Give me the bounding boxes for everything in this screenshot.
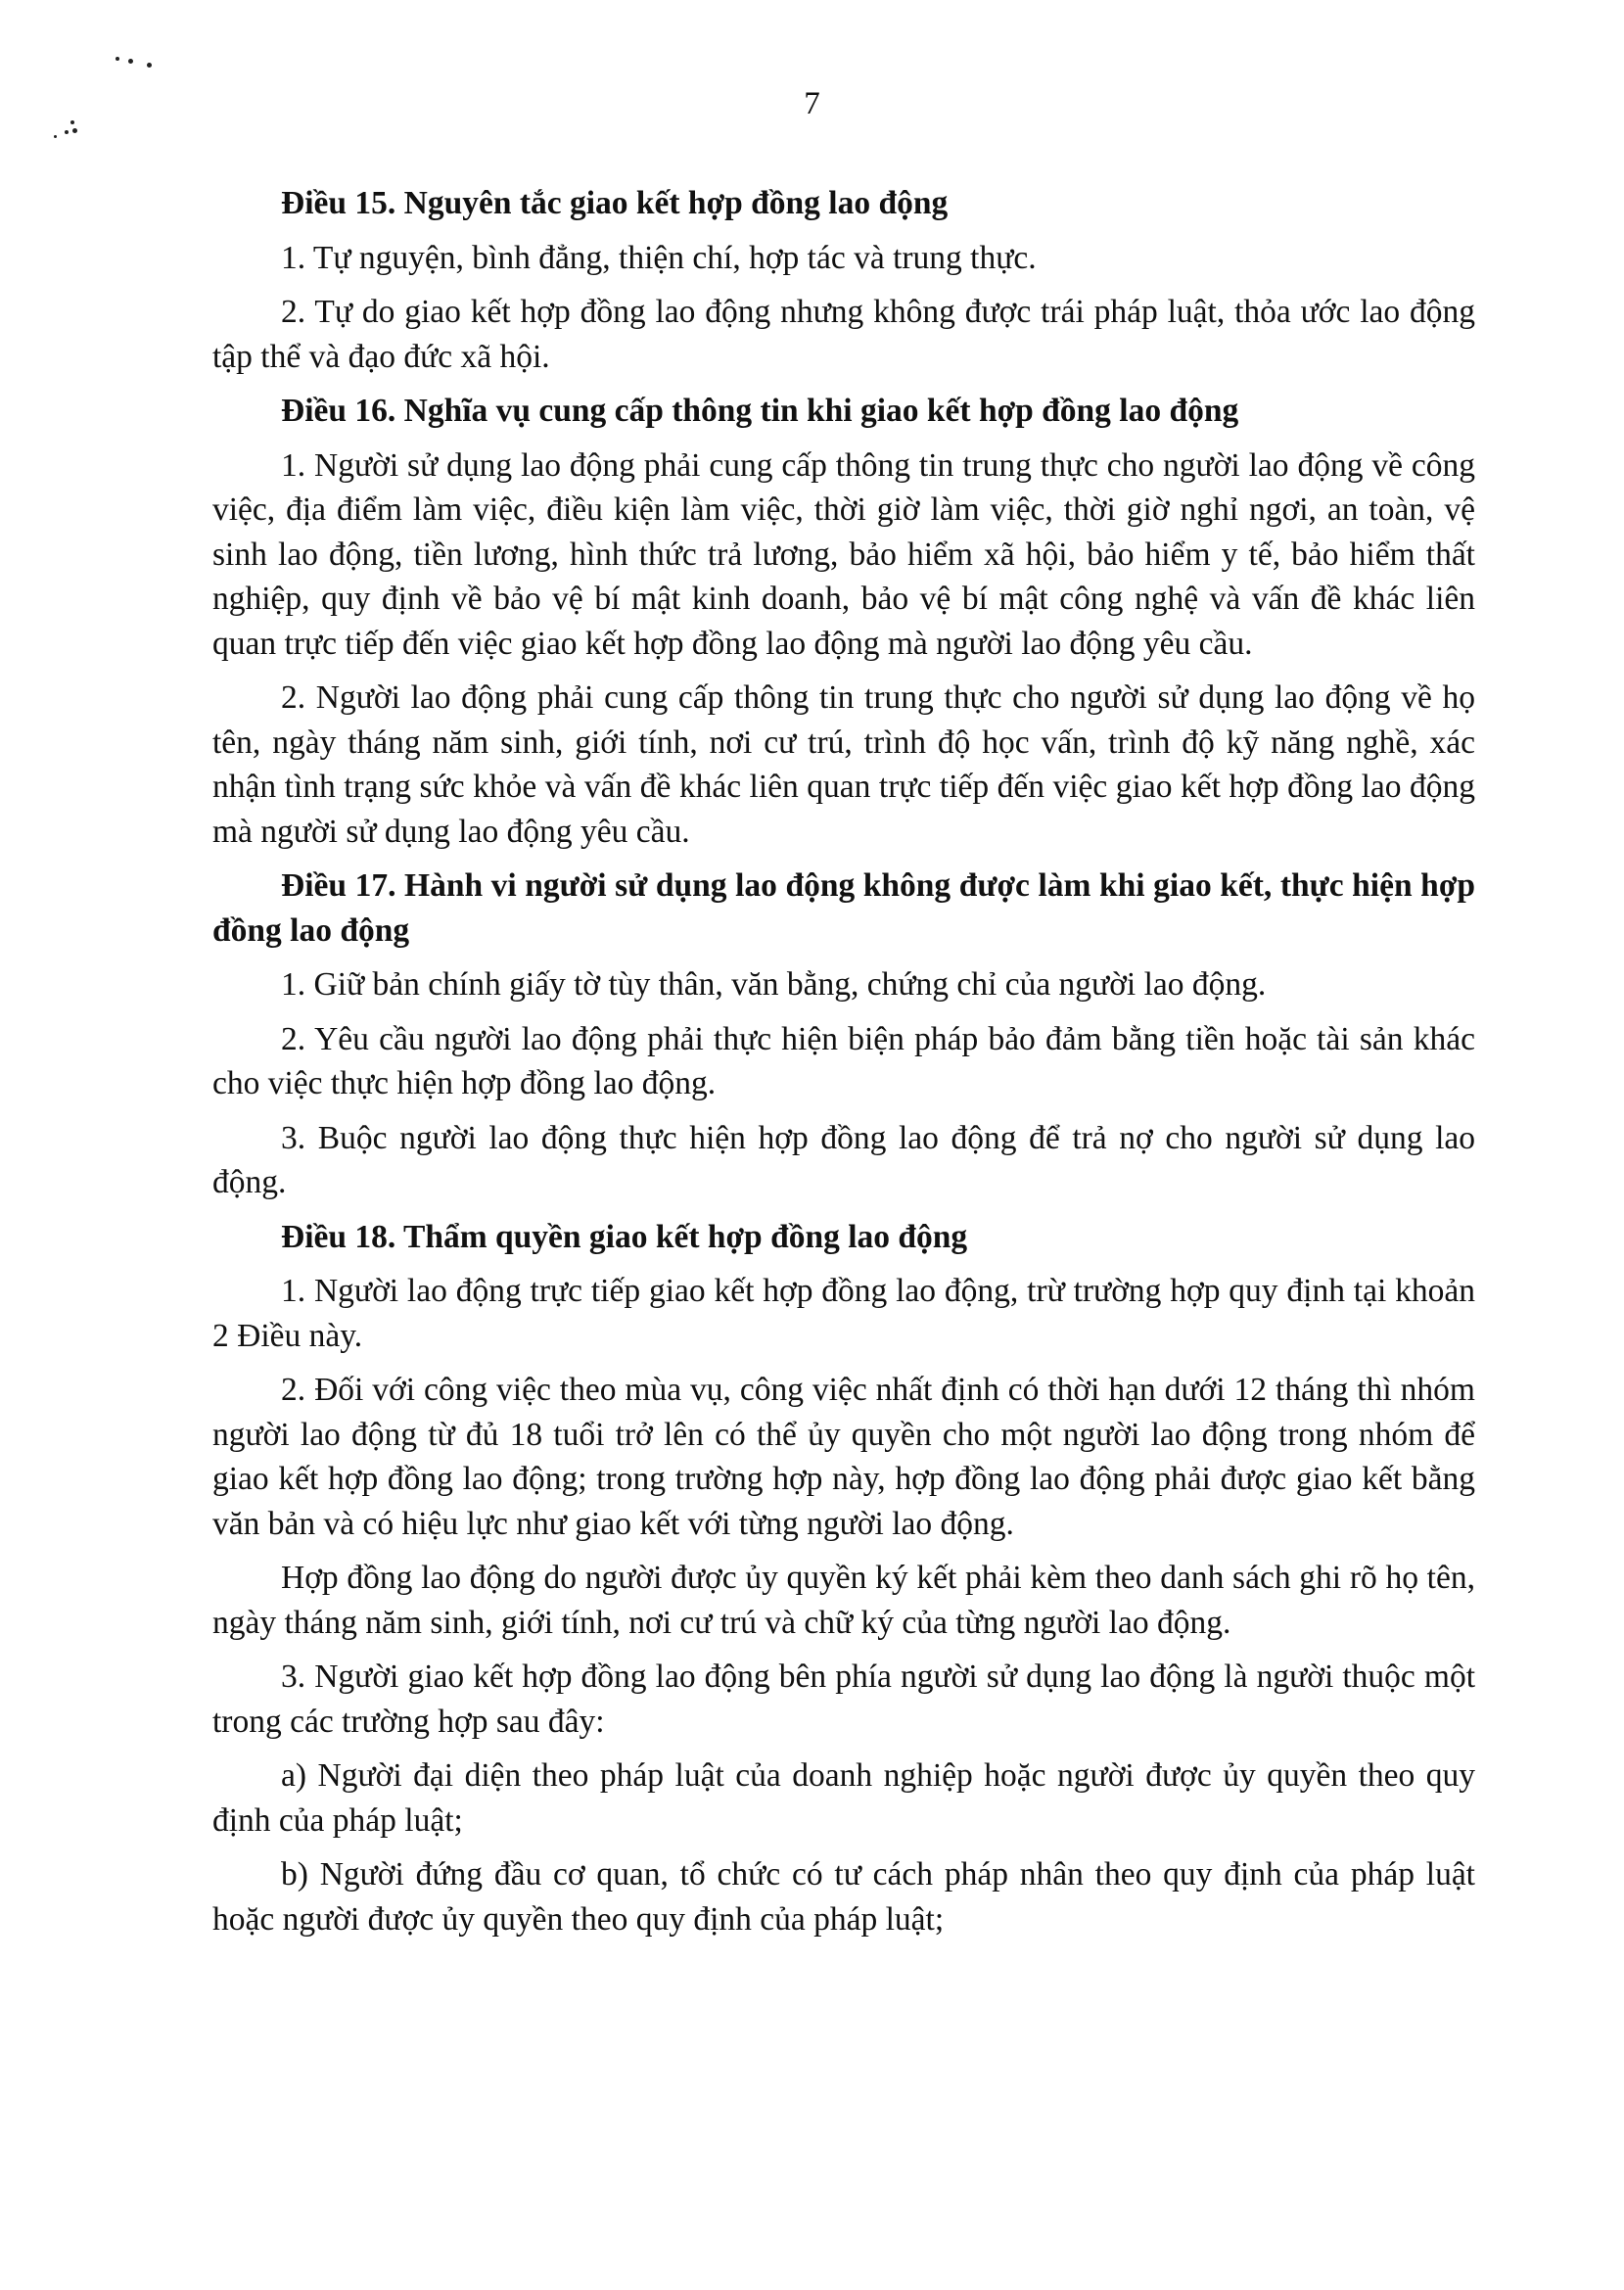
article-18-clause-3-point-b: b) Người đứng đầu cơ quan, tổ chức có tư cách pháp nhân theo quy định của pháp luật hoặc người được ủy quyền theo quy định của pháp luật; (212, 1856, 1475, 1938)
article-16-clause-2: 2. Người lao động phải cung cấp thông tin trung thực cho người sử dụng lao động về họ tên, ngày tháng năm sinh, giới tính, nơi cư trú, trình độ học vấn, trình độ kỹ năng nghề, xác nhận tình trạng sức khỏe và vấn đề khác liên quan trực tiếp đến việc giao kết hợp đồng lao động mà người sử dụng lao động yêu cầu. (212, 679, 1475, 850)
article-18-clause-3-point-a: a) Người đại diện theo pháp luật của doanh nghiệp hoặc người được ủy quyền theo quy định của pháp luật; (212, 1757, 1475, 1839)
article-15-clause-2: 2. Tự do giao kết hợp đồng lao động nhưng không được trái pháp luật, thỏa ước lao động tập thể và đạo đức xã hội. (212, 294, 1475, 375)
scan-speck (128, 59, 133, 64)
article-16-clause-1: 1. Người sử dụng lao động phải cung cấp thông tin trung thực cho người lao động về công việc, địa điểm làm việc, điều kiện làm việc, thời giờ làm việc, thời giờ nghỉ ngơi, an toàn, vệ sinh lao động, tiền lương, hình thức trả lương, bảo hiểm xã hội, bảo hiểm y tế, bảo hiểm thất nghiệp, quy định về bảo vệ bí mật kinh doanh, bảo vệ bí mật công nghệ và vấn đề khác liên quan trực tiếp đến việc giao kết hợp đồng lao động mà người lao động yêu cầu. (212, 446, 1475, 662)
article-18-clause-2-note: Hợp đồng lao động do người được ủy quyền ký kết phải kèm theo danh sách ghi rõ họ tên, ngày tháng năm sinh, giới tính, nơi cư trú và chữ ký của từng người lao động. (212, 1560, 1475, 1641)
scan-speck (147, 63, 152, 68)
article-15-clause-1: 1. Tự nguyện, bình đẳng, thiện chí, hợp tác và trung thực. (281, 239, 1037, 276)
article-18-clause-1: 1. Người lao động trực tiếp giao kết hợp đồng lao động, trừ trường hợp quy định tại khoản 2 Điều này. (212, 1273, 1475, 1354)
scan-speck (54, 135, 57, 138)
scan-speck (72, 128, 77, 133)
article-17-clause-3: 3. Buộc người lao động thực hiện hợp đồng lao động để trả nợ cho người sử dụng lao động. (212, 1119, 1475, 1200)
article-18-clause-3: 3. Người giao kết hợp đồng lao động bên phía người sử dụng lao động là người thuộc một trong các trường hợp sau đây: (212, 1659, 1475, 1740)
article-17-heading: Điều 17. Hành vi người sử dụng lao động không được làm khi giao kết, thực hiện hợp đồng lao động (212, 867, 1475, 949)
scan-speck (65, 130, 69, 134)
page-number: 7 (804, 86, 820, 121)
document-body (212, 181, 1475, 1951)
article-15-heading: Điều 15. Nguyên tắc giao kết hợp đồng lao động (281, 185, 949, 221)
article-18-clause-2: 2. Đối với công việc theo mùa vụ, công việc nhất định có thời hạn dưới 12 tháng thì nhóm người lao động từ đủ 18 tuổi trở lên có thể ủy quyền cho một người lao động trong nhóm để giao kết hợp đồng lao động; trong trường hợp này, hợp đồng lao động phải được giao kết bằng văn bản và có hiệu lực như giao kết với từng người lao động. (212, 1372, 1475, 1542)
article-18-heading: Điều 18. Thẩm quyền giao kết hợp đồng lao động (281, 1218, 968, 1255)
article-17-clause-2: 2. Yêu cầu người lao động phải thực hiện biện pháp bảo đảm bằng tiền hoặc tài sản khác cho việc thực hiện hợp đồng lao động. (212, 1020, 1475, 1101)
article-17-clause-1: 1. Giữ bản chính giấy tờ tùy thân, văn bằng, chứng chỉ của người lao động. (281, 966, 1267, 1003)
article-16-heading: Điều 16. Nghĩa vụ cung cấp thông tin khi giao kết hợp đồng lao động (281, 393, 1239, 429)
scan-speck (116, 57, 119, 61)
